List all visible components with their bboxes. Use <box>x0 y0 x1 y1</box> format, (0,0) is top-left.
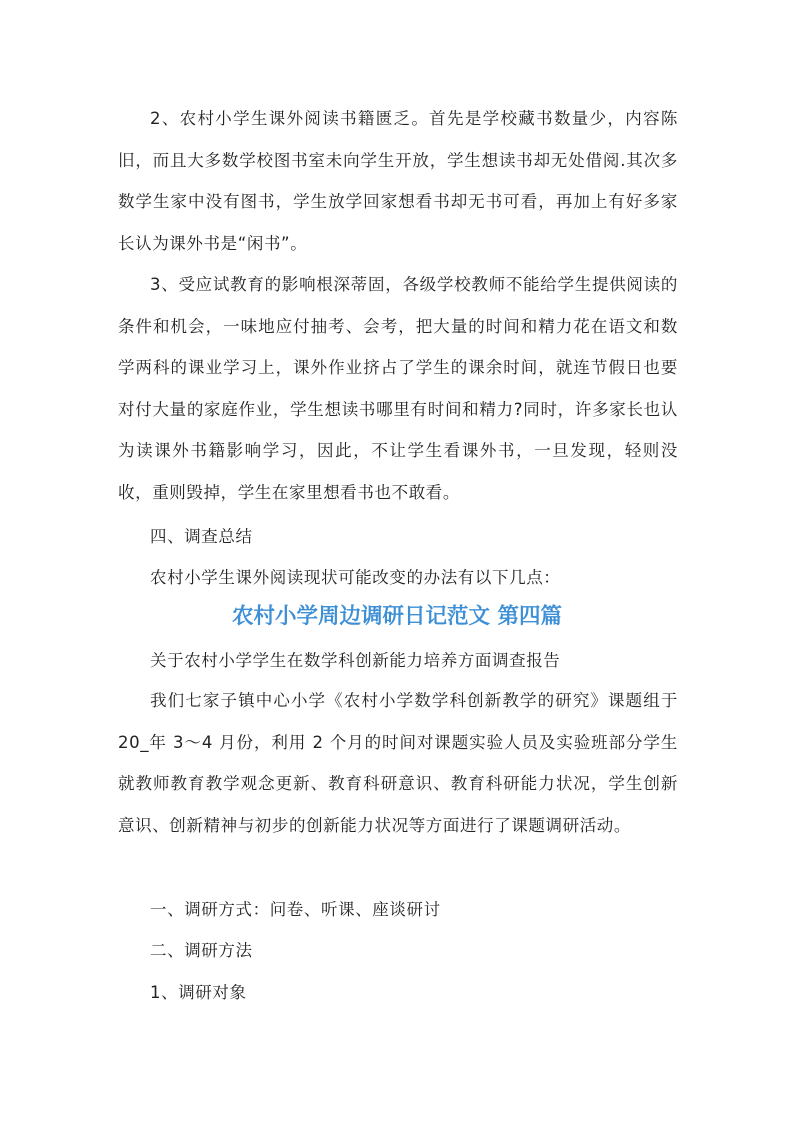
list-item-survey-mode: 一、调研方式：问卷、听课、座谈研讨 <box>150 900 441 919</box>
paragraph-reading-books-scarce: 2、农村小学生课外阅读书籍匮乏。首先是学校藏书数量少，内容陈旧，而且大多数学校图书室未向学生开放，学生想读书却无处借阅.其次多数学生家中没有图书，学生放学回家想看书却无书可看，再加上有好多家长认为课外书是“闲书”。 <box>118 109 678 253</box>
summary-intro-line: 农村小学生课外阅读现状可能改变的办法有以下几点： <box>150 568 561 587</box>
paragraph-research-intro: 我们七家子镇中心小学《农村小学数学科创新教学的研究》课题组于 20_年 3～4 月份，利用 2 个月的时间对课题实验人员及实验班部分学生就教师教育教学观念更新、教育科研意识、教育科研能力状况，学生创新意识、创新精神与初步的创新能力状况等方面进行了课题调研活动。 <box>118 691 678 835</box>
report-title: 关于农村小学学生在数学科创新能力培养方面调查报告 <box>150 651 561 670</box>
list-item-survey-method: 二、调研方法 <box>150 941 253 960</box>
section-heading-survey-summary: 四、调查总结 <box>150 527 253 546</box>
paragraph-exam-oriented-education: 3、受应试教育的影响根深蒂固，各级学校教师不能给学生提供阅读的条件和机会，一味地应付抽考、会考，把大量的时间和精力花在语文和数学两科的课业学习上，课外作业挤占了学生的课余时间，就连节假日也要对付大量的家庭作业，学生想读书哪里有时间和精力?同时，许多家长也认为读课外书籍影响学习，因此，不让学生看课外书，一旦发现，轻则没收，重则毁掉，学生在家里想看书也不敢看。 <box>118 275 678 502</box>
article-heading: 农村小学周边调研日记范文 第四篇 <box>232 604 562 629</box>
list-item-survey-subjects: 1、调研对象 <box>150 983 247 1002</box>
